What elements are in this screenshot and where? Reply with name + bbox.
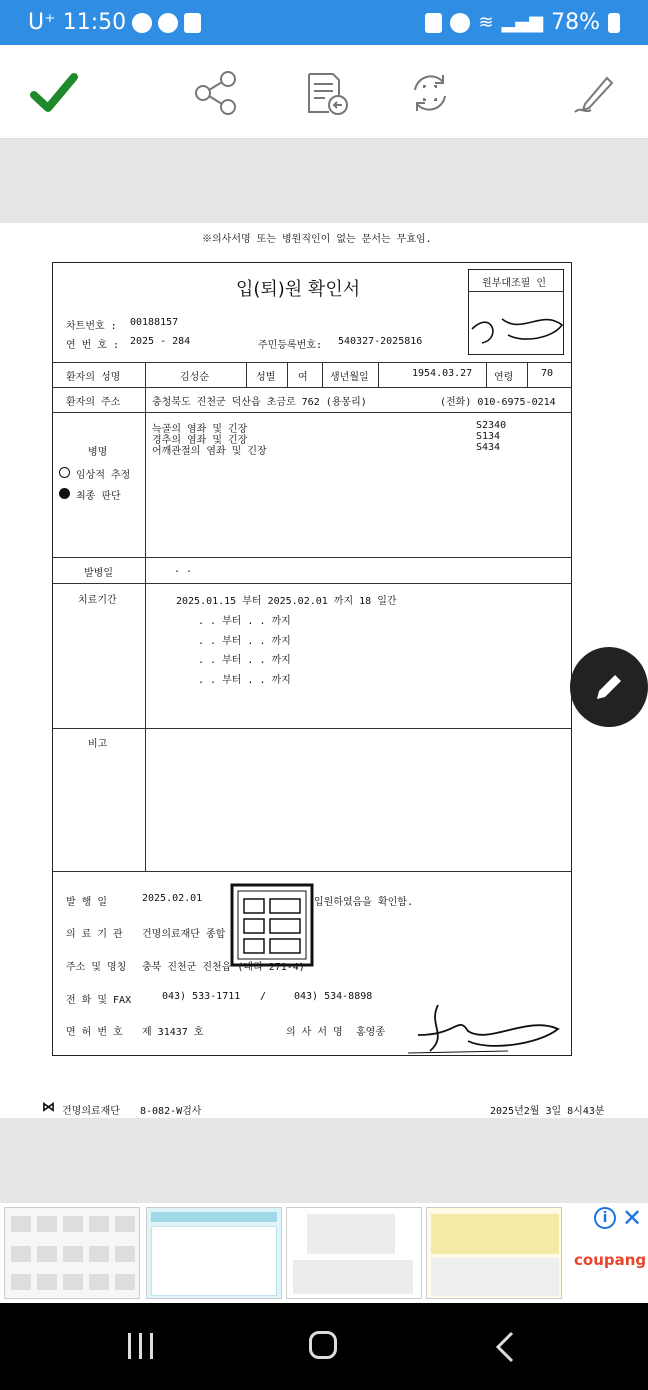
doctor-name: 홍영종: [356, 1027, 385, 1038]
ad-product-thumb[interactable]: [286, 1207, 422, 1299]
done-button[interactable]: [28, 67, 80, 119]
page-gutter-bottom: [0, 1118, 648, 1203]
patient-name: 김성순: [180, 372, 209, 383]
license-value: 제 31437 호: [142, 1027, 204, 1038]
ad-product-thumb[interactable]: [426, 1207, 562, 1299]
sex-label: 성별: [256, 372, 276, 383]
tel-separator: /: [260, 991, 267, 1002]
rotate-icon: [407, 70, 453, 116]
recent-apps-button[interactable]: [128, 1333, 153, 1359]
serial-label: 연 번 호 :: [66, 340, 120, 351]
edit-fab[interactable]: [570, 647, 648, 727]
onset-value: . .: [174, 564, 193, 575]
rotate-crop-button[interactable]: [404, 67, 456, 119]
footer-mid: 8-082-W검사: [140, 1106, 202, 1117]
diagnosis-name: 늑골의 염좌 및 긴장: [152, 424, 248, 435]
home-button[interactable]: [309, 1331, 337, 1359]
radio-clinical: [59, 467, 70, 478]
battery-saver-icon: [425, 13, 442, 33]
ad-close-icon[interactable]: ✕: [622, 1204, 643, 1232]
onset-label: 발병일: [84, 568, 113, 579]
remarks-label: 비고: [88, 739, 108, 750]
status-time: U⁺ 11:50: [28, 10, 127, 35]
page-gutter-top: [0, 139, 648, 223]
period-label: 치료기간: [78, 595, 117, 606]
alarm-icon: [450, 13, 470, 33]
back-button[interactable]: [494, 1331, 516, 1363]
battery-icon: [608, 13, 620, 33]
patient-phone: (전화) 010-6975-0214: [440, 397, 556, 408]
foundation-logo: ⋈: [42, 1100, 55, 1115]
diagnosis-name: 어깨관절의 염좌 및 긴장: [152, 446, 267, 457]
issue-label: 발 행 일: [66, 897, 108, 908]
dob-label: 생년월일: [330, 372, 369, 383]
period-blank: . . 부터 . . 까지: [198, 655, 291, 666]
share-icon: [193, 70, 239, 116]
patient-dob: 1954.03.27: [412, 368, 473, 379]
period-blank: . . 부터 . . 까지: [198, 675, 291, 686]
share-button[interactable]: [190, 67, 242, 119]
serial-number: 2025 - 284: [130, 336, 191, 347]
pdf-icon: [184, 13, 201, 33]
age-label: 연령: [494, 372, 514, 383]
ad-info-icon[interactable]: i: [594, 1207, 616, 1229]
document-title: 입(퇴)원 확인서: [236, 279, 361, 300]
diagnosis-code: S2340: [476, 420, 507, 431]
footer-left: 건명의료재단: [62, 1106, 120, 1117]
name-label: 환자의 성명: [66, 372, 121, 383]
radio-final-label: 최종 판단: [76, 491, 121, 502]
sign-button[interactable]: [568, 67, 620, 119]
doctor-label: 의 사 서 명: [286, 1027, 343, 1038]
signal-icon: ▂▄▆: [501, 12, 544, 33]
doctor-signature: [408, 995, 568, 1057]
diagnosis-name: 경추의 염좌 및 긴장: [152, 435, 248, 446]
diagnosis-code: S434: [476, 442, 501, 453]
stamp-label: 원부대조필 인: [482, 278, 546, 289]
patient-address: 충청북도 진천군 덕산읍 초금로 762 (용몽리): [152, 397, 367, 408]
ad-product-thumb[interactable]: [4, 1207, 140, 1299]
export-document-button[interactable]: [300, 67, 352, 119]
address-label: 환자의 주소: [66, 397, 121, 408]
ad-brand: coupang: [574, 1251, 647, 1269]
address-name-label: 주소 및 명칭: [66, 962, 127, 973]
status-bar: [0, 0, 648, 45]
ad-product-thumb[interactable]: [146, 1207, 282, 1299]
patient-age: 70: [541, 368, 554, 379]
radio-clinical-label: 임상적 추정: [76, 470, 131, 481]
hospital-seal: [230, 883, 314, 967]
facility-label: 의 료 기 관: [66, 929, 123, 940]
notice-text: ※의사서명 또는 병원직인이 없는 문서는 무효임.: [202, 234, 432, 245]
tel-value: 043) 533-1711: [162, 991, 241, 1002]
facility-name: 건명의료재단 종합: [142, 929, 226, 940]
license-label: 면 허 번 호: [66, 1027, 123, 1038]
pen-icon: [571, 70, 617, 116]
issue-date: 2025.02.01: [142, 893, 203, 904]
fax-value: 043) 534-8898: [294, 991, 373, 1002]
disease-label: 병명: [88, 447, 108, 458]
period-blank: . . 부터 . . 까지: [198, 636, 291, 647]
period-main: 2025.01.15 부터 2025.02.01 까지 18 일간: [176, 596, 397, 607]
document-page: [0, 223, 648, 1118]
patient-sex: 여: [298, 372, 308, 383]
viewer-toolbar: [0, 45, 648, 139]
footer-right: 2025년2월 3일 8시43분: [490, 1106, 605, 1117]
wifi-icon: ≋: [478, 12, 494, 33]
talk-icon: [158, 13, 178, 33]
verification-signature: [462, 299, 570, 351]
pencil-icon: [591, 669, 627, 705]
confirm-text: 입원하였음을 확인함.: [314, 897, 413, 908]
ad-banner[interactable]: [0, 1203, 648, 1303]
checkmark-icon: [30, 71, 78, 115]
system-nav-bar: [0, 1303, 648, 1390]
chart-label: 차트번호 :: [66, 321, 117, 332]
chart-number: 00188157: [130, 317, 179, 328]
facility-address: 충북 진천군 진천읍 (내리 271-4): [142, 962, 305, 973]
tel-label: 전 화 및 FAX: [66, 995, 132, 1006]
rrn-value: 540327-2025816: [338, 336, 423, 347]
battery-percent: 78%: [551, 10, 600, 35]
diagnosis-code: S134: [476, 431, 501, 442]
document-export-icon: [303, 70, 349, 116]
period-blank: . . 부터 . . 까지: [198, 616, 291, 627]
chat-icon: [132, 13, 152, 33]
rrn-label: 주민등록번호:: [258, 340, 322, 351]
radio-final: [59, 488, 70, 499]
